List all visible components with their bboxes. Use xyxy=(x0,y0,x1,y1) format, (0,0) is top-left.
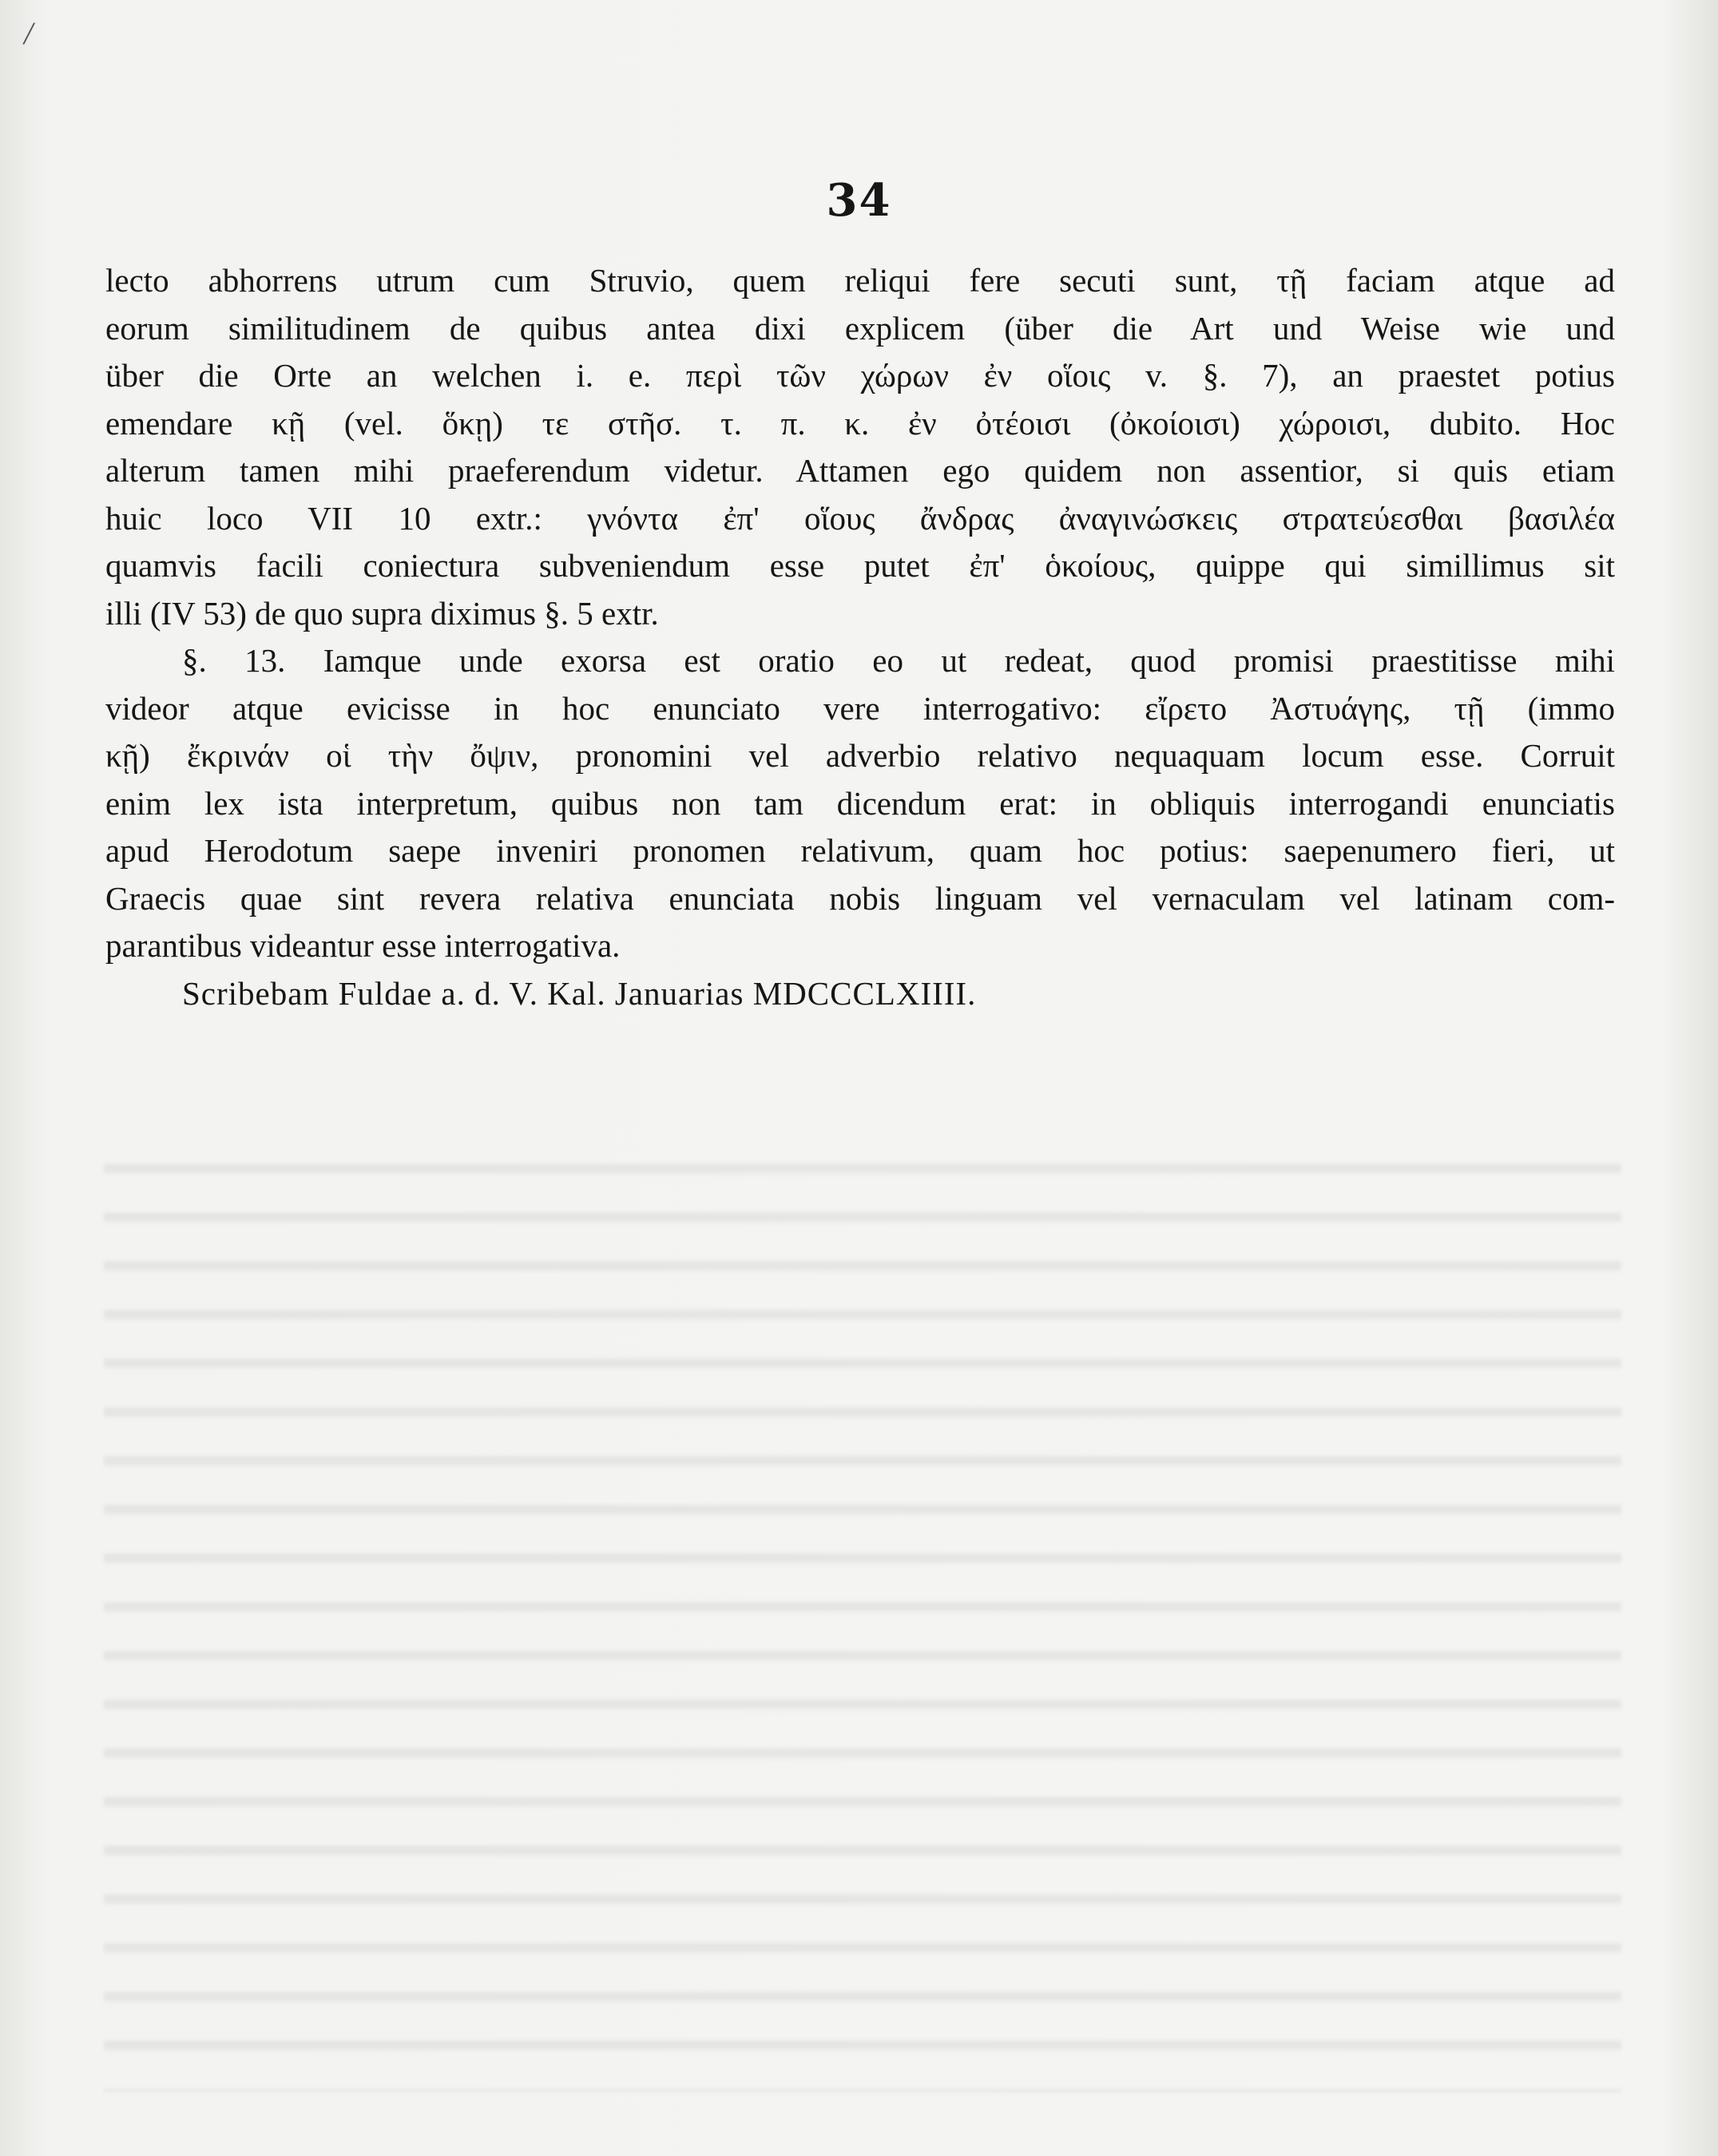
text-line: Graecis quae sint revera relativa enunciata nobis linguam vel vernaculam vel latinam com- xyxy=(105,879,1615,917)
text-line: illi (IV 53) de quo supra diximus §. 5 extr. xyxy=(105,594,659,632)
page-number: 34 xyxy=(826,174,892,227)
body-text xyxy=(105,257,1615,1017)
text-line: alterum tamen mihi praeferendum videtur. Attamen ego quidem non assentior, si quis etiam xyxy=(105,452,1615,489)
text-line: emendare κῇ (vel. ὅκῃ) τε στῆσ. τ. π. κ. ἐν ὀτέοισι (ὀκοίοισι) χώροισι, dubito. Hoc xyxy=(105,404,1615,442)
text-line: videor atque evicisse in hoc enunciato vere interrogativo: εἴρετο Ἀστυάγης, τῇ (immo xyxy=(105,689,1615,727)
text-line: huic loco VII 10 extr.: γνόντα ἐπ' οἵους ἄνδρας ἀναγινώσκεις στρατεύεσθαι βασιλέα xyxy=(105,499,1615,537)
show-through-text xyxy=(104,1134,1621,2092)
text-line: κῇ) ἔκρινάν οἱ τὴν ὄψιν, pronomini vel adverbio relativo nequaquam locum esse. Corruit xyxy=(105,737,1615,774)
paragraph-1 xyxy=(105,257,1615,637)
text-line: enim lex ista interpretum, quibus non tam dicendum erat: in obliquis interrogandi enunciatis xyxy=(105,784,1615,822)
text-line: parantibus videantur esse interrogativa. xyxy=(105,927,621,964)
signature-line: Scribebam Fuldae a. d. V. Kal. Januarias MDCCCLXIIII. xyxy=(182,974,977,1012)
text-line: eorum similitudinem de quibus antea dixi explicem (über die Art und Weise wie und xyxy=(105,309,1615,347)
text-line: lecto abhorrens utrum cum Struvio, quem reliqui fere secuti sunt, τῇ faciam atque ad xyxy=(105,262,1615,299)
text-line: über die Orte an welchen i. e. περὶ τῶν χώρων ἐν οἵοις v. §. 7), an praestet potius xyxy=(105,357,1615,394)
text-line: quamvis facili coniectura subveniendum esse putet ἐπ' ὁκοίους, quippe qui simillimus sit xyxy=(105,547,1615,584)
text-line: §. 13. Iamque unde exorsa est oratio eo ut redeat, quod promisi praestitisse mihi xyxy=(182,642,1615,679)
paragraph-2 xyxy=(105,637,1615,970)
corner-mark: / xyxy=(24,15,34,51)
text-line: apud Herodotum saepe inveniri pronomen relativum, quam hoc potius: saepenumero fieri, ut xyxy=(105,832,1615,869)
